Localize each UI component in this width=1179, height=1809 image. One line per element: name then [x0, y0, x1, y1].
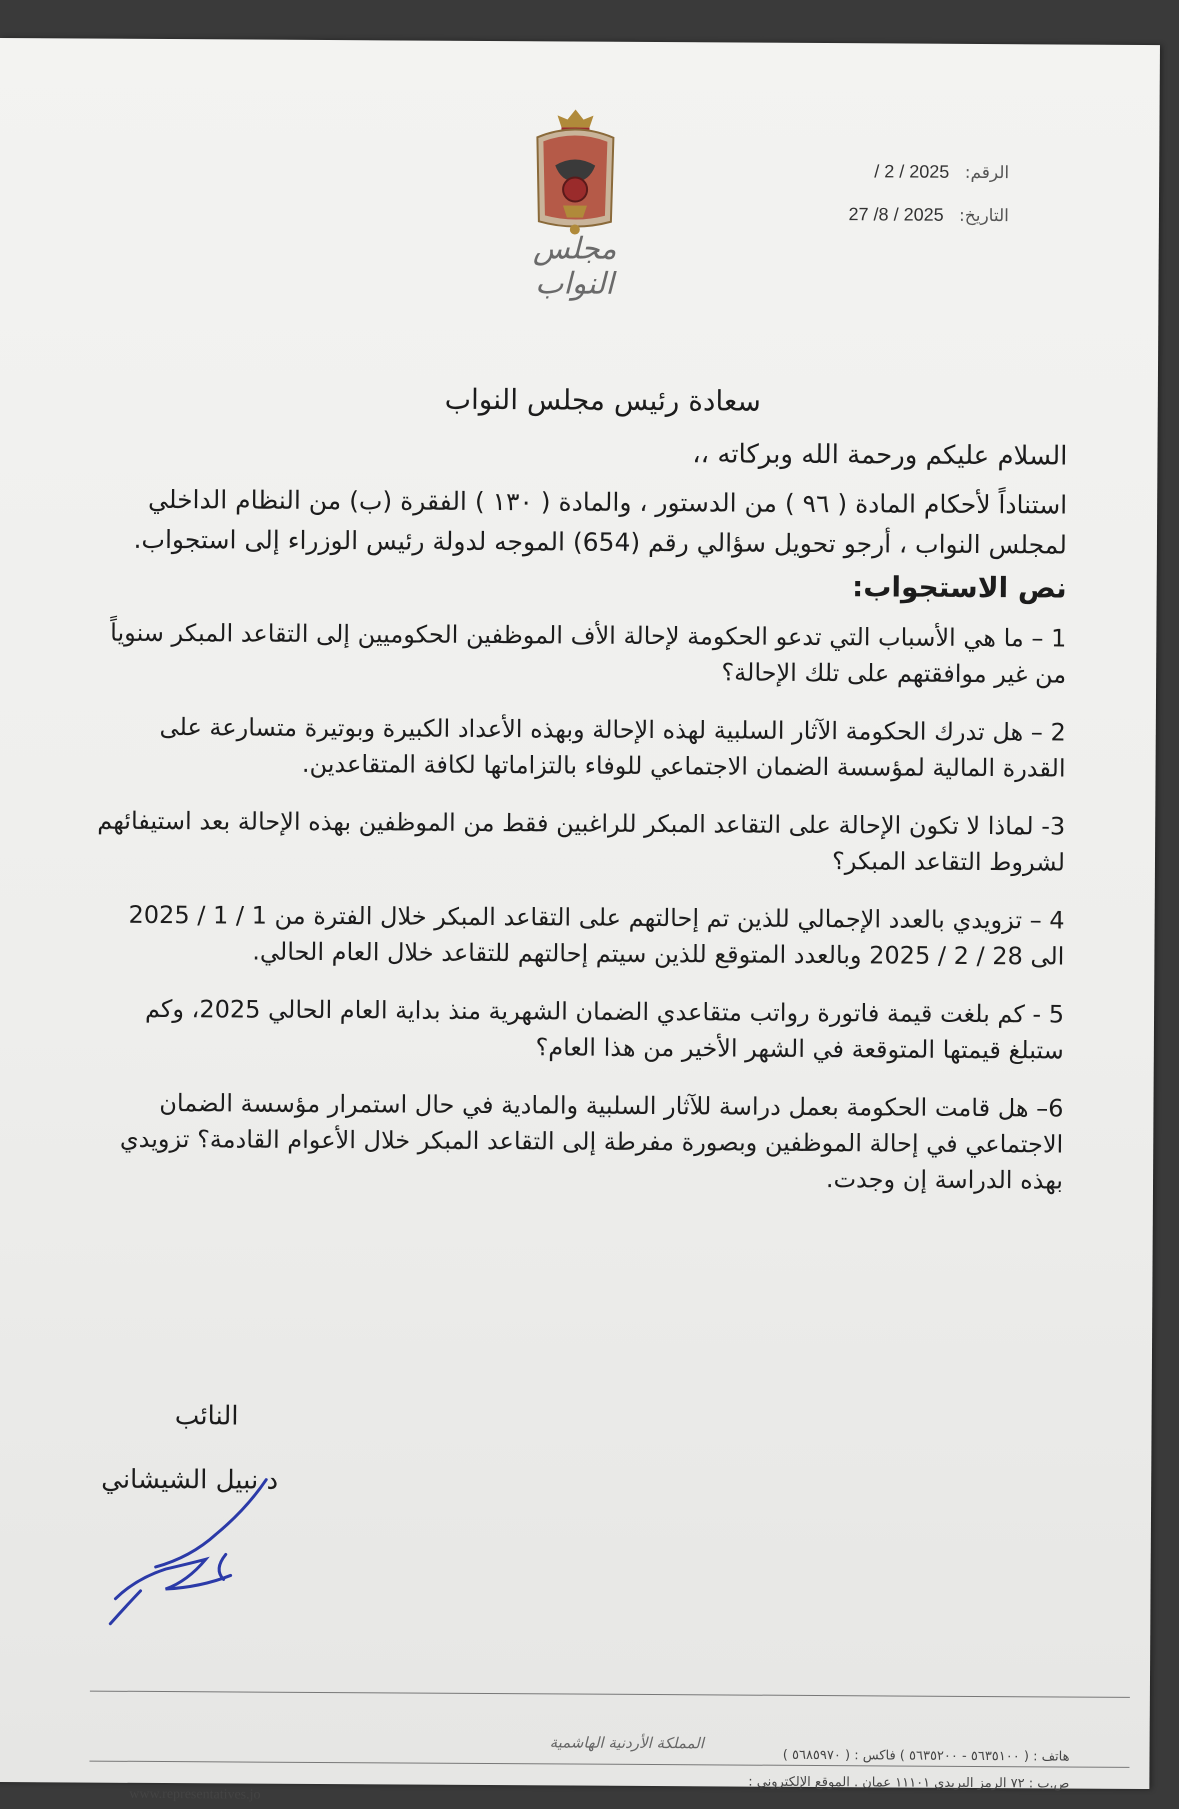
date-value: 2025 / 8/ 27	[848, 204, 944, 225]
letter-body	[93, 381, 1068, 1221]
reference-number	[849, 161, 1010, 183]
royal-coat-of-arms-icon	[527, 101, 624, 242]
addressee: سعادة رئيس مجلس النواب	[444, 382, 761, 418]
question-item-1: 1 – ما هي الأسباب التي تدعو الحكومة لإحالة الأف الموظفين الحكوميين إلى التقاعد المبكر سنوياً من غير موافقتهم على تلك الإحالة؟	[110, 618, 1067, 689]
footer-divider-top	[90, 1691, 1130, 1698]
reference-label: الرقم:	[964, 162, 1010, 184]
signer-name: د نبيل الشيشاني	[101, 1464, 279, 1496]
footer-kingdom-seal: المملكة الأردنية الهاشمية	[549, 1733, 704, 1753]
handwritten-signature	[95, 1439, 326, 1630]
footer-website: www.representatives.jo	[129, 1786, 261, 1803]
council-name-logo: مجلس النواب	[532, 231, 617, 302]
letter-page	[0, 38, 1160, 1803]
question-item-6: 6– هل قامت الحكومة بعمل دراسة للآثار السلبية والمادية في حال استمرار مؤسسة الضمان الاجتماعي في إحالة الموظفين وبصورة مفرطة إلى التقاعد المبكر خلال الأعوام القادمة؟ تزويدي بهذه الدراسة إن وجدت.	[119, 1088, 1064, 1195]
letter-date	[848, 204, 1009, 226]
date-label: التاريخ:	[959, 205, 1009, 227]
question-item-3: 3- لماذا لا تكون الإحالة على التقاعد المبكر للراغبين فقط من الموظفين بهذه الإحالة بعد استيفائهم لشروط التقاعد المبكر؟	[97, 806, 1066, 877]
footer-address: ص.ب : ٧٢ الرمز البريدي ١١١٠١ عمان . الموقع الإلكتروني :	[748, 1774, 1070, 1792]
question-item-4: 4 – تزويدي بالعدد الإجمالي للذين تم إحالتهم على التقاعد المبكر خلال الفترة من 1 / 1 / 2025 الى 28 / 2 / 2025 وبالعدد المتوقع للذين سيتم إحالتهم للتقاعد خلال العام الحالي.	[128, 900, 1065, 971]
greeting: السلام عليكم ورحمة الله وبركاته ،،	[692, 439, 1068, 472]
question-item-5: 5 - كم بلغت قيمة فاتورة رواتب متقاعدي الضمان الشهرية منذ بداية العام الحالي 2025، وكم ستبلغ قيمتها المتوقعة في الشهر الأخير من هذا العام؟	[144, 994, 1065, 1065]
footer-contacts: هاتف : ( ٥٦٣٥١٠٠ - ٥٦٣٥٢٠٠ ) فاكس : ( ٥٦٨٥٩٧٠ )	[782, 1747, 1070, 1765]
reference-block	[848, 161, 1009, 248]
reference-value: 2025 / 2 /	[874, 161, 950, 182]
intro-paragraph: استناداً لأحكام المادة ( ٩٦ ) من الدستور ، والمادة ( ١٣٠ ) الفقرة (ب) من النظام الداخلي لمجلس النواب ، أرجو تحويل سؤالي رقم (654) الموجه لدولة رئيس الوزراء إلى استجواب.	[133, 484, 1068, 560]
signer-title: النائب	[174, 1401, 239, 1432]
question-item-2: 2 – هل تدرك الحكومة الآثار السلبية لهذه الإحالة وبهذه الأعداد الكبيرة وبوتيرة متسارعة على القدرة المالية لمؤسسة الضمان الاجتماعي للوفاء بالتزاماتها لكافة المتقاعدين.	[159, 712, 1066, 783]
interpellation-heading: نص الاستجواب:	[852, 570, 1067, 605]
